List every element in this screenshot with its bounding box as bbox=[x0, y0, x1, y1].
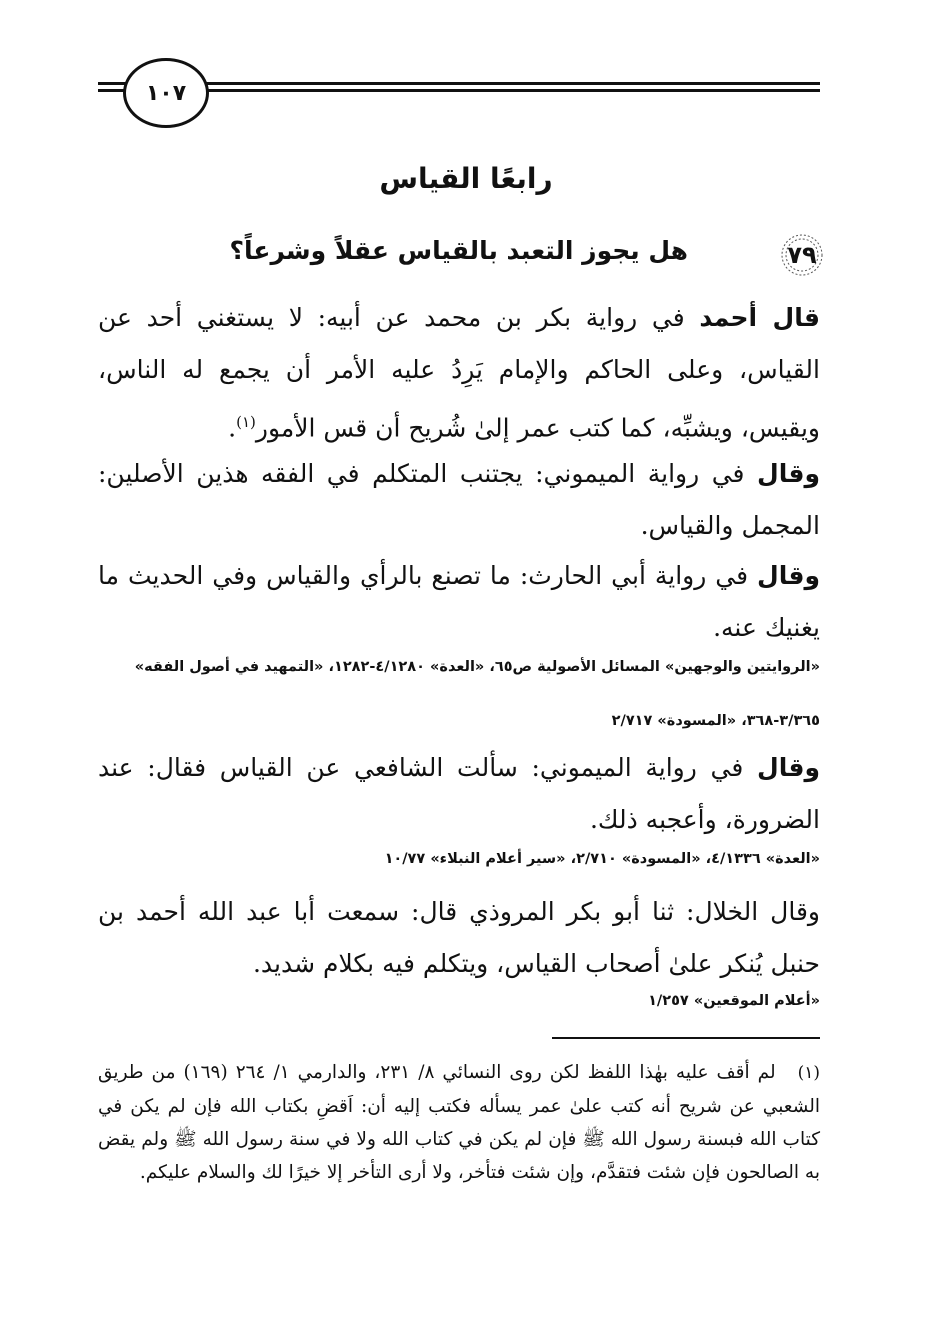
source-citation-1: «الروايتين والوجهين» المسائل الأصولية ص٦٥، «العدة» ٤/١٢٨٠-١٢٨٢، «التمهيد في أصول الفقه» ٣/٣٦٥-٣٦٨، «المسودة» ٢/٧١٧ bbox=[134, 659, 820, 729]
paragraph-lead: وقال bbox=[757, 561, 820, 590]
footnote-text: لم أقف عليه بهٰذا اللفظ لكن روى النسائي ٨/ ٢٣١، والدارمي ١/ ٢٦٤ (١٦٩) من طريق الشعبي عن شريح أنه كتب علىٰ عمر يسأله فكتب إليه أن: اَقضِ بكتاب الله فإن لم يكن في كتاب الله فبسنة رسول الله ﷺ فإن لم يكن في كتاب الله ولا في سنة رسول الله ﷺ ولم يقض به الصالحون فإن شئت فتقدَّم، وإن شئت فتأخر، ولا أرى التأخر إلا خيرًا لك والسلام عليكم. bbox=[98, 1062, 820, 1183]
paragraph-text: في رواية الميموني: يجتنب المتكلم في الفقه هذين الأصلين: المجمل والقياس. bbox=[98, 459, 820, 540]
source-citation-2: «العدة» ٤/١٣٣٦، «المسودة» ٢/٧١٠، «سير أعلام النبلاء» ١٠/٧٧ bbox=[384, 851, 820, 867]
paragraph-1 bbox=[98, 292, 820, 454]
footnote bbox=[98, 1056, 820, 1189]
paragraph-lead: وقال bbox=[757, 459, 820, 488]
paragraph-end: . bbox=[228, 413, 237, 443]
paragraph-4 bbox=[98, 742, 820, 846]
question-heading bbox=[100, 232, 834, 282]
question-text: هل يجوز التعبد بالقياس عقلاً وشرعاً؟ bbox=[229, 236, 688, 265]
paragraph-2 bbox=[98, 448, 820, 552]
page-number: ١٠٧ bbox=[145, 80, 187, 106]
source-citation-3: «أعلام الموقعين» ١/٢٥٧ bbox=[648, 993, 820, 1009]
question-number-badge bbox=[770, 232, 834, 278]
paragraph-text: وقال الخلال: ثنا أبو بكر المروذي قال: سمعت أبا عبد الله أحمد بن حنبل يُنكر علىٰ أصحاب القياس، ويتكلم فيه بكلام شديد. bbox=[98, 897, 820, 978]
section-title: رابعًا القياس bbox=[379, 162, 553, 195]
paragraph-3 bbox=[98, 550, 820, 654]
paragraph-lead: وقال bbox=[757, 753, 820, 782]
paragraph-lead: قال أحمد bbox=[699, 303, 820, 332]
footnote-marker: (١) bbox=[797, 1063, 821, 1083]
question-number: ٧٩ bbox=[787, 241, 817, 269]
page-number-badge bbox=[123, 58, 209, 128]
footnote-separator bbox=[552, 1037, 820, 1039]
paragraph-text: في رواية أبي الحارث: ما تصنع بالرأي والقياس وفي الحديث ما يغنيك عنه. bbox=[98, 561, 820, 642]
footnote-reference: (١) bbox=[236, 413, 256, 431]
paragraph-text: في رواية بكر بن محمد عن أبيه: لا يستغني أحد عن القياس، وعلى الحاكم والإمام يَرِدُ عليه الأمر أن يجمع له الناس، ويقيس، ويشبِّه، كما كتب عمر إلىٰ شُريح أن قس الأمور bbox=[98, 303, 820, 443]
paragraph-text: في رواية الميموني: سألت الشافعي عن القياس فقال: عند الضرورة، وأعجبه ذلك. bbox=[98, 753, 820, 834]
